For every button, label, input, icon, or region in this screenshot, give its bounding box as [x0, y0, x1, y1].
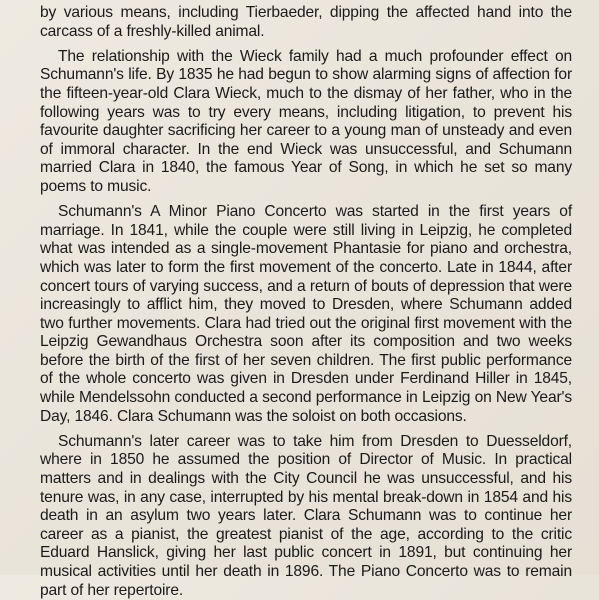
paragraph-wieck-family: The relationship with the Wieck family had a much profounder effect on Schumann's life. By 1835 he had begun to show alarming signs of affection for the fifteen-year-old Clara Wieck, much to the dismay of her father, who in the following years was to try every means, including litigation, to prevent his favourite daughter sacrificing her career to a young man of unsteady and even of immoral character. In the end Wieck was unsuccessful, and Schumann married Clara in 1840, the famous Year of Song, in which he set so many poems to music.: [40, 47, 572, 195]
paragraph-continuation: by various means, including Tierbaeder, dipping the affected hand into the carcass of a freshly-killed animal.: [40, 4, 572, 40]
paragraph-piano-concerto: Schumann's A Minor Piano Concerto was started in the first years of marriage. In 1841, while the couple were still living in Leipzig, he completed what was intended as a single-movement Phantasie for piano and orchestra, which was later to form the first movement of the concerto. Late in 1844, after concert tours of varying success, and a return of bouts of depression that were increasingly to afflict him, they moved to Dresden, where Schumann added two further movements. Clara had tried out the original first movement with the Leipzig Gewandhaus Orchestra soon after its composition and two weeks before the birth of the first of her seven children. The first public performance of the whole concerto was given in Dresden under Ferdinand Hiller in 1845, while Mendelssohn conducted a second performance in Leipzig on New Year's Day, 1846. Clara Schumann was the soloist on both occasions.: [40, 203, 572, 425]
paragraph-later-career: Schumann's later career was to take him from Dresden to Duesseldorf, where in 1850 he assumed the position of Director of Music. In practical matters and in dealings with the City Council he was unsuccessful, and his tenure was, in any case, interrupted by his mental break-down in 1854 and his death in an asylum two years later. Clara Schumann was to continue her career as a pianist, the greatest pianist of the age, according to the critic Eduard Hanslick, giving her last public concert in 1891, but continuing her musical activities until her death in 1896. The Piano Concerto was to remain part of her repertoire.: [40, 432, 572, 599]
